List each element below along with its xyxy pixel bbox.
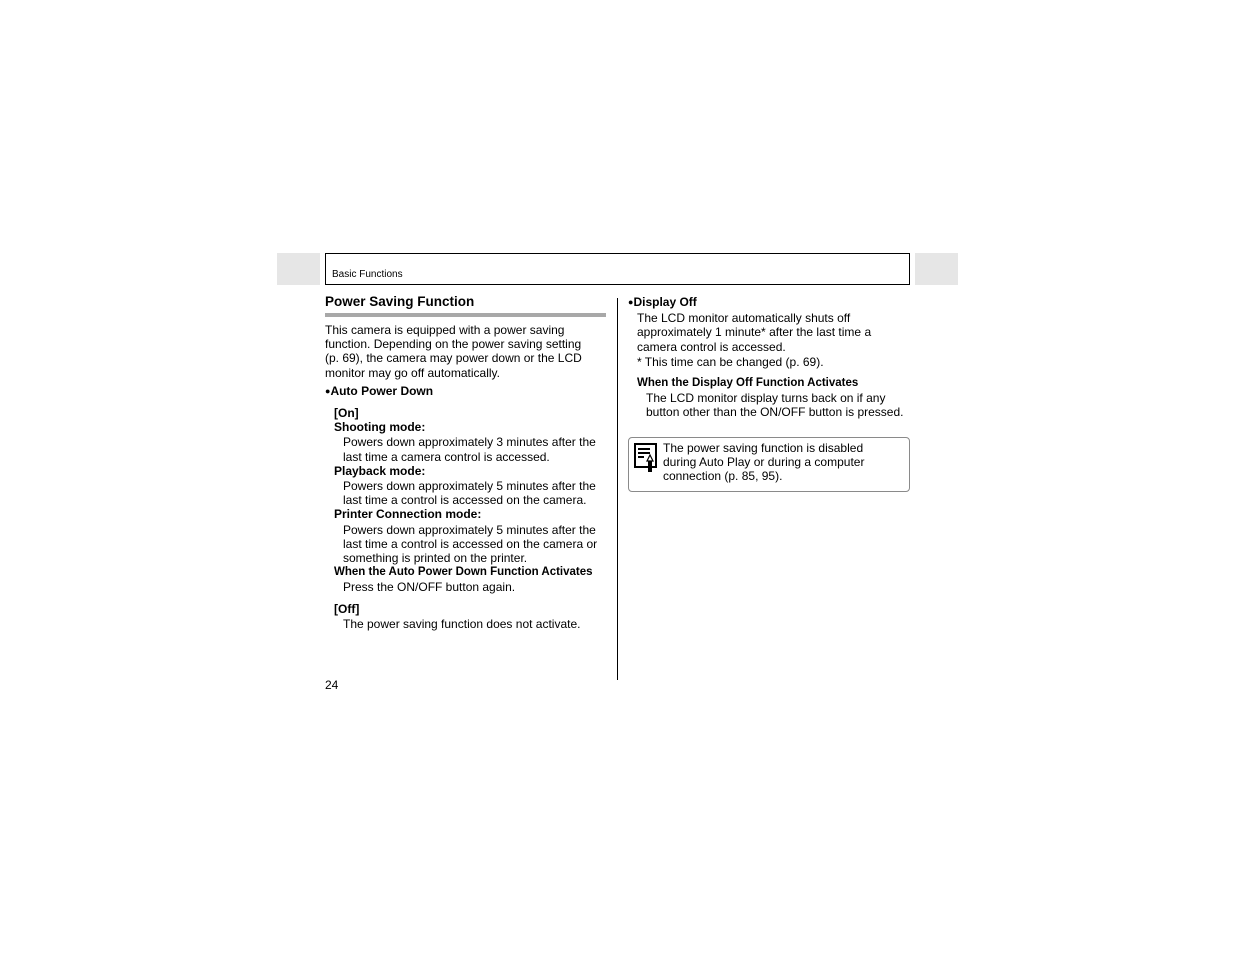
display-off-heading-text: Display Off	[633, 295, 697, 309]
playback-mode-label: Playback mode:	[334, 463, 426, 478]
text-line: approximately 1 minute* after the last time a	[637, 325, 872, 340]
printer-mode-text	[343, 523, 607, 566]
intro-line: monitor may go off automatically.	[325, 365, 500, 380]
text-line: The LCD monitor automatically shuts off	[637, 311, 851, 326]
text-line: Powers down approximately 5 minutes after the	[343, 522, 596, 537]
header-tab-right	[915, 253, 958, 285]
display-off-footnote: * This time can be changed (p. 69).	[637, 354, 824, 369]
text-line: something is printed on the printer.	[343, 551, 528, 566]
text-line: during Auto Play or during a computer	[663, 455, 865, 470]
text-line: connection (p. 85, 95).	[663, 469, 783, 484]
shooting-mode-label: Shooting mode:	[334, 420, 426, 435]
display-off-section	[637, 311, 913, 419]
left-column	[325, 293, 607, 631]
section-header	[325, 253, 910, 285]
text-line: last time a camera control is accessed.	[343, 449, 550, 464]
intro-paragraph	[325, 323, 607, 380]
auto-power-down-heading	[325, 384, 607, 399]
auto-power-down-activates-label: When the Auto Power Down Function Activates	[334, 566, 593, 579]
display-off-activates-label: When the Display Off Function Activates	[637, 377, 859, 390]
note-box	[628, 437, 910, 492]
column-divider	[617, 298, 618, 680]
intro-line: (p. 69), the camera may power down or the LCD	[325, 351, 582, 366]
off-label: [Off]	[334, 601, 360, 616]
text-line: Powers down approximately 5 minutes after the	[343, 479, 596, 494]
text-line: camera control is accessed.	[637, 339, 786, 354]
intro-line: function. Depending on the power saving setting	[325, 337, 582, 352]
display-off-activates-text	[646, 391, 913, 419]
text-line: The power saving function is disabled	[663, 441, 864, 455]
intro-line: This camera is equipped with a power saving	[325, 323, 565, 337]
text-line: last time a control is accessed on the camera.	[343, 493, 587, 508]
right-column	[628, 293, 913, 420]
text-line: The LCD monitor display turns back on if any	[646, 391, 886, 406]
title-underline	[325, 313, 606, 317]
header-tab-left	[277, 253, 320, 285]
section-title: Basic Functions	[332, 269, 403, 280]
note-text	[663, 441, 864, 484]
page-number: 24	[325, 678, 339, 692]
on-label: [On]	[334, 406, 359, 421]
text-line: button other than the ON/OFF button is pressed.	[646, 405, 904, 420]
text-line: last time a control is accessed on the camera or	[343, 536, 598, 551]
memo-note-icon	[634, 443, 658, 473]
auto-power-down-activates-text: Press the ON/OFF button again.	[343, 580, 516, 595]
shooting-mode-text	[343, 435, 607, 463]
auto-power-down-heading-text: Auto Power Down	[330, 383, 434, 398]
text-line: Powers down approximately 3 minutes after the	[343, 435, 596, 450]
playback-mode-text	[343, 479, 607, 507]
printer-mode-label: Printer Connection mode:	[334, 507, 482, 522]
off-text: The power saving function does not activate.	[343, 616, 581, 631]
display-off-heading	[628, 295, 913, 310]
page-title: Power Saving Function	[325, 294, 475, 309]
auto-power-down-section	[334, 406, 607, 631]
